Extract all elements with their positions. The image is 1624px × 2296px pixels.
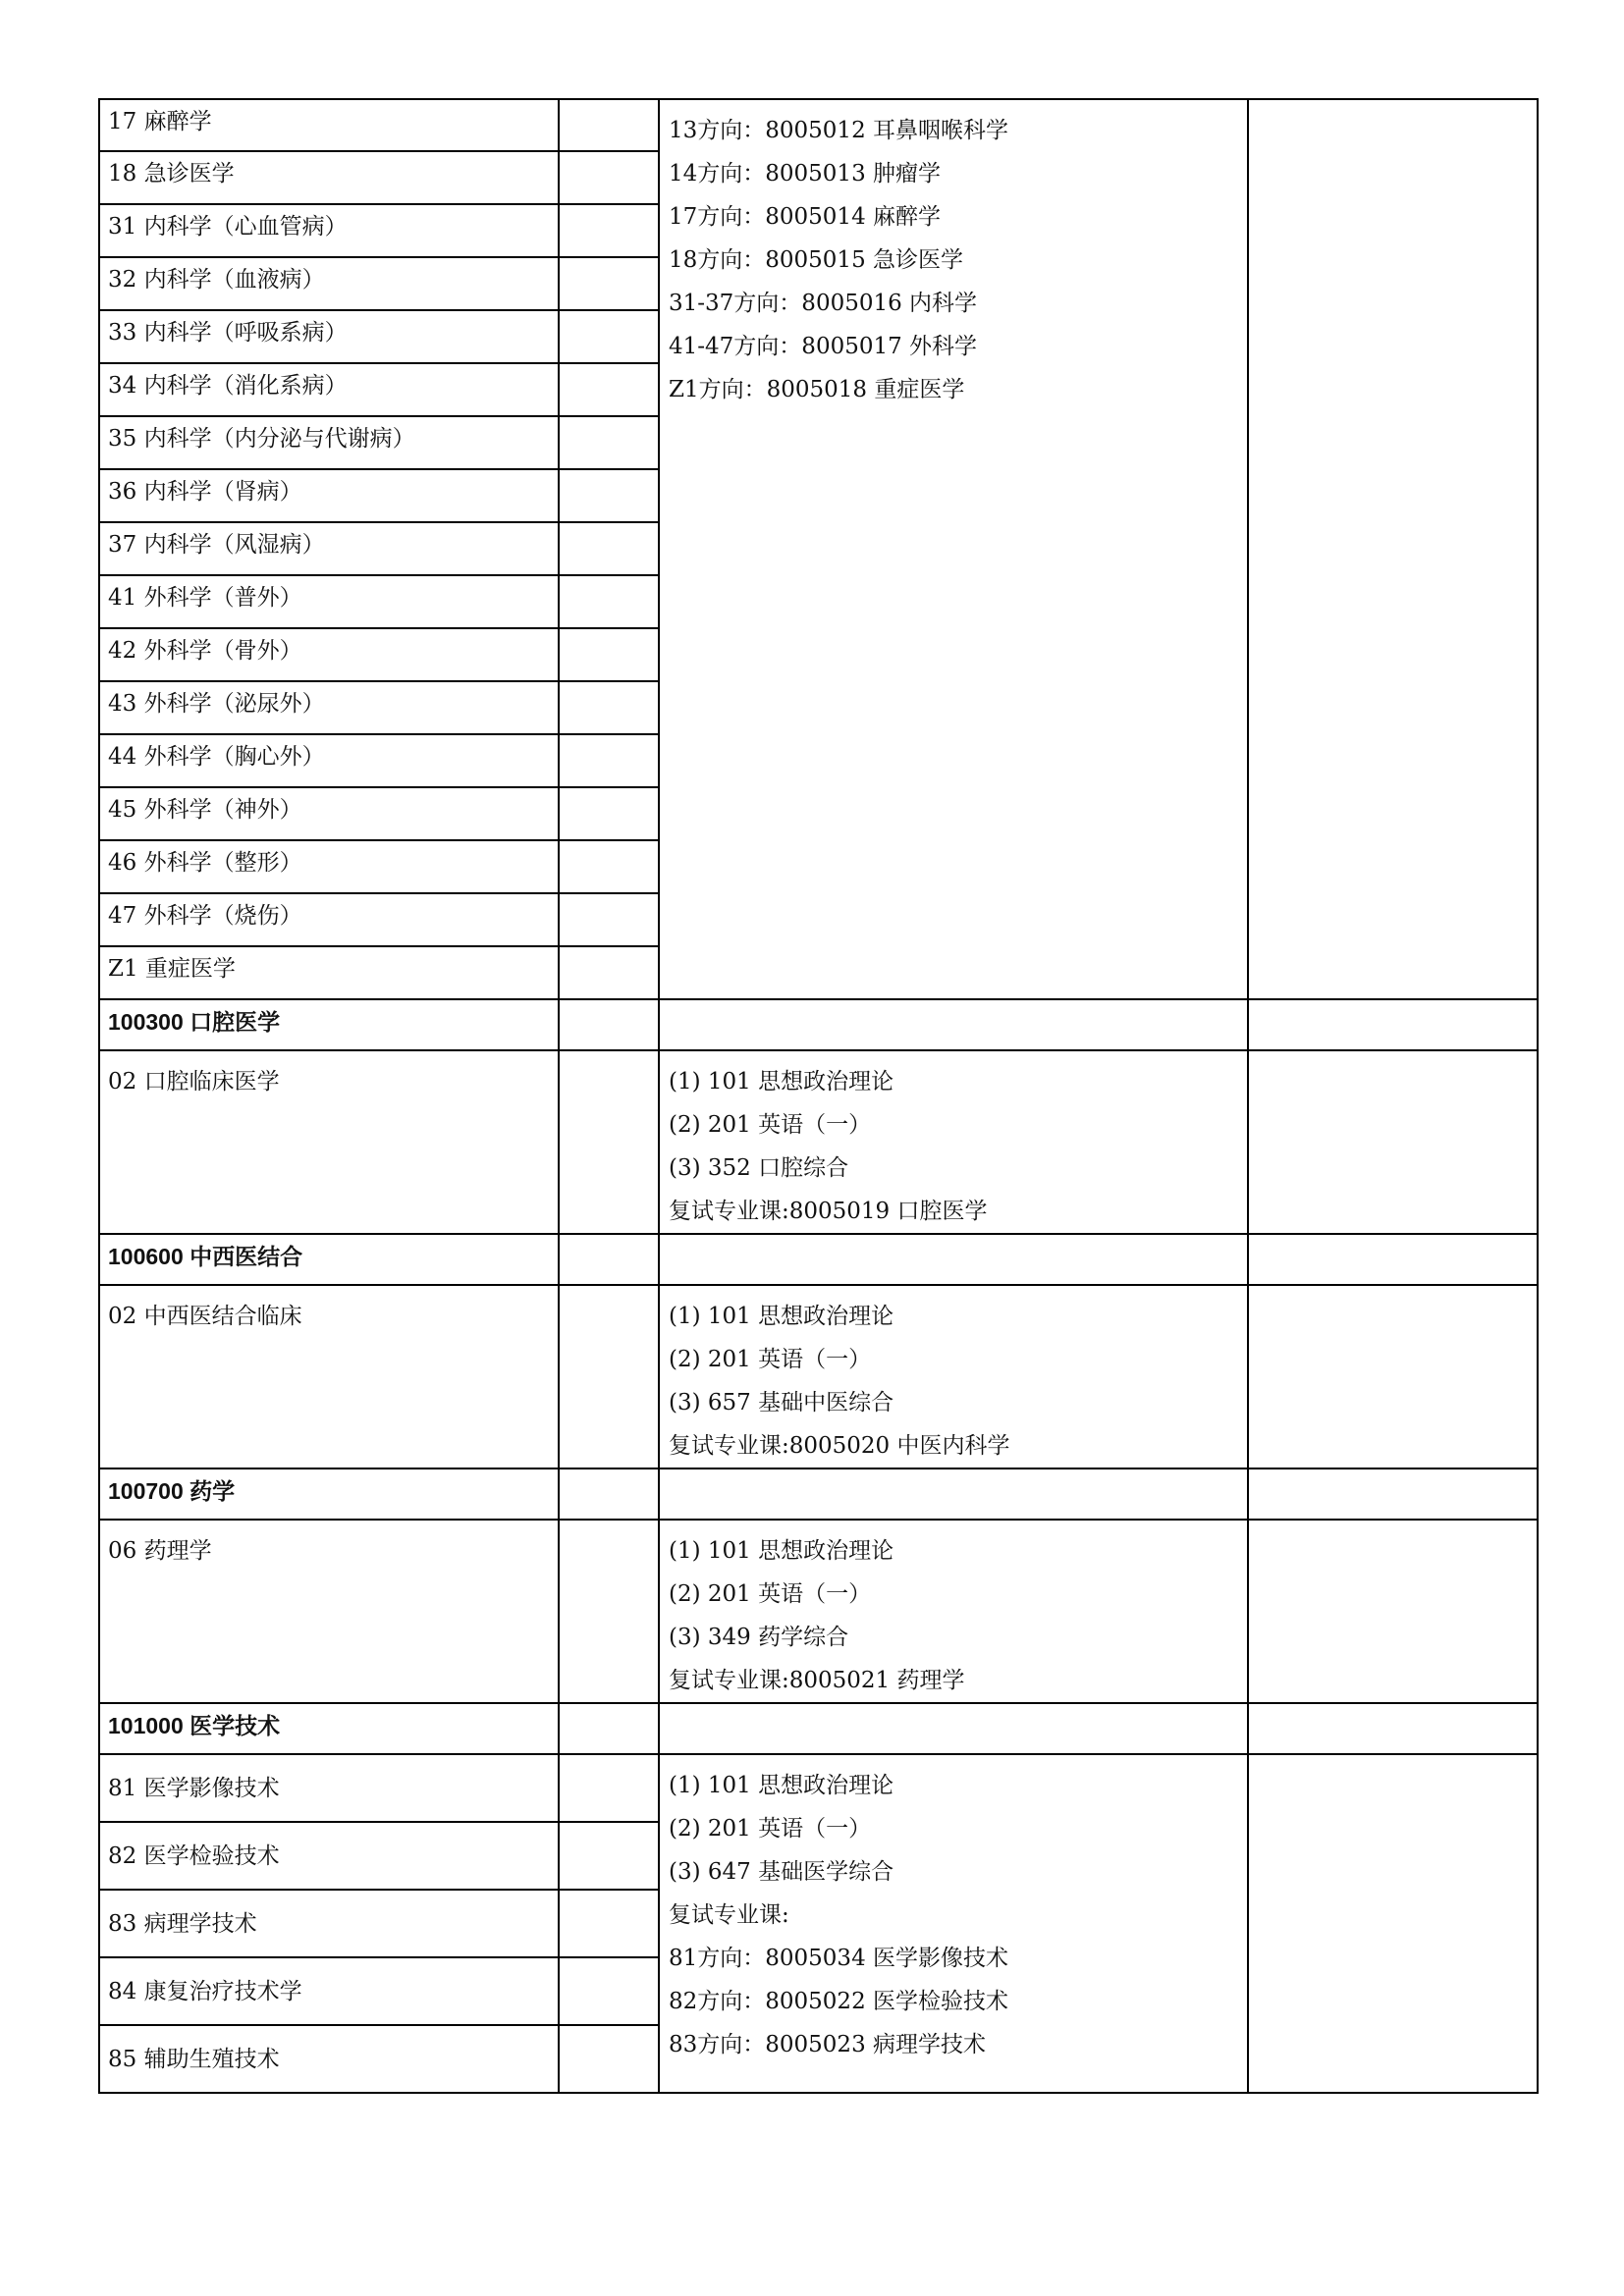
quota-cell [559, 1285, 659, 1468]
exam-line: (1) 101 思想政治理论 [669, 1069, 894, 1095]
exam-line: (2) 201 英语（一） [669, 1112, 872, 1138]
major-item: 37 内科学（风湿病） [99, 522, 559, 575]
quota-cell [559, 151, 659, 204]
exam-line: Z1方向：8005018 重症医学 [669, 377, 965, 402]
quota-cell [559, 1890, 659, 1957]
quota-cell [559, 734, 659, 787]
major-item: 33 内科学（呼吸系病） [99, 310, 559, 363]
exam-line: (1) 101 思想政治理论 [669, 1773, 894, 1798]
exam-line: 复试专业课:8005020 中医内科学 [669, 1433, 1010, 1459]
quota-cell [559, 628, 659, 681]
major-item: 35 内科学（内分泌与代谢病） [99, 416, 559, 469]
remarks-cell [1248, 1234, 1538, 1285]
major-item: 46 外科学（整形） [99, 840, 559, 893]
quota-cell [559, 1703, 659, 1754]
major-item: 44 外科学（胸心外） [99, 734, 559, 787]
exam-subjects-cell [659, 1703, 1248, 1754]
exam-line: 82方向：8005022 医学检验技术 [669, 1989, 1009, 2014]
exam-line: (2) 201 英语（一） [669, 1347, 872, 1372]
quota-cell [559, 1957, 659, 2025]
major-item: 85 辅助生殖技术 [99, 2025, 559, 2093]
remarks-cell [1248, 1285, 1538, 1468]
major-item: 31 内科学（心血管病） [99, 204, 559, 257]
major-item: 02 口腔临床医学 [99, 1050, 559, 1234]
major-item: Z1 重症医学 [99, 946, 559, 999]
major-item: 06 药理学 [99, 1520, 559, 1703]
exam-line: 复试专业课:8005019 口腔医学 [669, 1199, 988, 1224]
quota-cell [559, 1822, 659, 1890]
quota-cell [559, 787, 659, 840]
exam-line: 31-37方向：8005016 内科学 [669, 291, 978, 316]
remarks-cell [1248, 1050, 1538, 1234]
section-heading: 100300 口腔医学 [99, 999, 559, 1050]
exam-subjects-cell [659, 1468, 1248, 1520]
exam-line: 复试专业课:8005021 药理学 [669, 1668, 965, 1693]
quota-cell [559, 204, 659, 257]
exam-subjects-cell [659, 1285, 1248, 1468]
exam-line: (3) 657 基础中医综合 [669, 1390, 894, 1415]
enrollment-table [98, 98, 1539, 2094]
exam-subjects-cell [659, 1050, 1248, 1234]
exam-subjects-cell [659, 999, 1248, 1050]
major-item: 17 麻醉学 [99, 99, 559, 151]
exam-line: 复试专业课: [669, 1902, 789, 1928]
major-item: 45 外科学（神外） [99, 787, 559, 840]
quota-cell [559, 999, 659, 1050]
quota-cell [559, 1050, 659, 1234]
major-item: 32 内科学（血液病） [99, 257, 559, 310]
exam-line: 18方向：8005015 急诊医学 [669, 247, 964, 273]
quota-cell [559, 1468, 659, 1520]
major-item: 18 急诊医学 [99, 151, 559, 204]
remarks-cell [1248, 99, 1538, 999]
quota-cell [559, 310, 659, 363]
quota-cell [559, 1754, 659, 1822]
exam-subjects-cell [659, 99, 1248, 999]
major-item: 02 中西医结合临床 [99, 1285, 559, 1468]
quota-cell [559, 1234, 659, 1285]
major-item: 82 医学检验技术 [99, 1822, 559, 1890]
quota-cell [559, 416, 659, 469]
quota-cell [559, 469, 659, 522]
quota-cell [559, 893, 659, 946]
section-heading: 100600 中西医结合 [99, 1234, 559, 1285]
quota-cell [559, 1520, 659, 1703]
major-item: 47 外科学（烧伤） [99, 893, 559, 946]
exam-line: (1) 101 思想政治理论 [669, 1304, 894, 1329]
remarks-cell [1248, 1703, 1538, 1754]
section-heading: 100700 药学 [99, 1468, 559, 1520]
exam-line: (2) 201 英语（一） [669, 1581, 872, 1607]
exam-subjects-cell [659, 1234, 1248, 1285]
quota-cell [559, 99, 659, 151]
major-item: 84 康复治疗技术学 [99, 1957, 559, 2025]
remarks-cell [1248, 1754, 1538, 2093]
major-item: 36 内科学（肾病） [99, 469, 559, 522]
exam-line: (1) 101 思想政治理论 [669, 1538, 894, 1564]
major-item: 34 内科学（消化系病） [99, 363, 559, 416]
quota-cell [559, 522, 659, 575]
exam-line: 83方向：8005023 病理学技术 [669, 2032, 987, 2057]
exam-line: (3) 349 药学综合 [669, 1625, 849, 1650]
exam-line: 14方向：8005013 肿瘤学 [669, 161, 942, 187]
remarks-cell [1248, 999, 1538, 1050]
quota-cell [559, 946, 659, 999]
remarks-cell [1248, 1468, 1538, 1520]
quota-cell [559, 2025, 659, 2093]
quota-cell [559, 840, 659, 893]
quota-cell [559, 681, 659, 734]
exam-line: 81方向：8005034 医学影像技术 [669, 1946, 1009, 1971]
section-heading: 101000 医学技术 [99, 1703, 559, 1754]
exam-line: 13方向：8005012 耳鼻咽喉科学 [669, 118, 1009, 143]
remarks-cell [1248, 1520, 1538, 1703]
exam-subjects-cell [659, 1520, 1248, 1703]
quota-cell [559, 257, 659, 310]
major-item: 43 外科学（泌尿外） [99, 681, 559, 734]
major-item: 83 病理学技术 [99, 1890, 559, 1957]
major-item: 42 外科学（骨外） [99, 628, 559, 681]
exam-line: (2) 201 英语（一） [669, 1816, 872, 1842]
major-item: 81 医学影像技术 [99, 1754, 559, 1822]
quota-cell [559, 363, 659, 416]
exam-subjects-cell [659, 1754, 1248, 2093]
exam-line: 41-47方向：8005017 外科学 [669, 334, 978, 359]
exam-line: 17方向：8005014 麻醉学 [669, 204, 942, 230]
major-item: 41 外科学（普外） [99, 575, 559, 628]
exam-line: (3) 647 基础医学综合 [669, 1859, 894, 1885]
exam-line: (3) 352 口腔综合 [669, 1155, 849, 1181]
quota-cell [559, 575, 659, 628]
